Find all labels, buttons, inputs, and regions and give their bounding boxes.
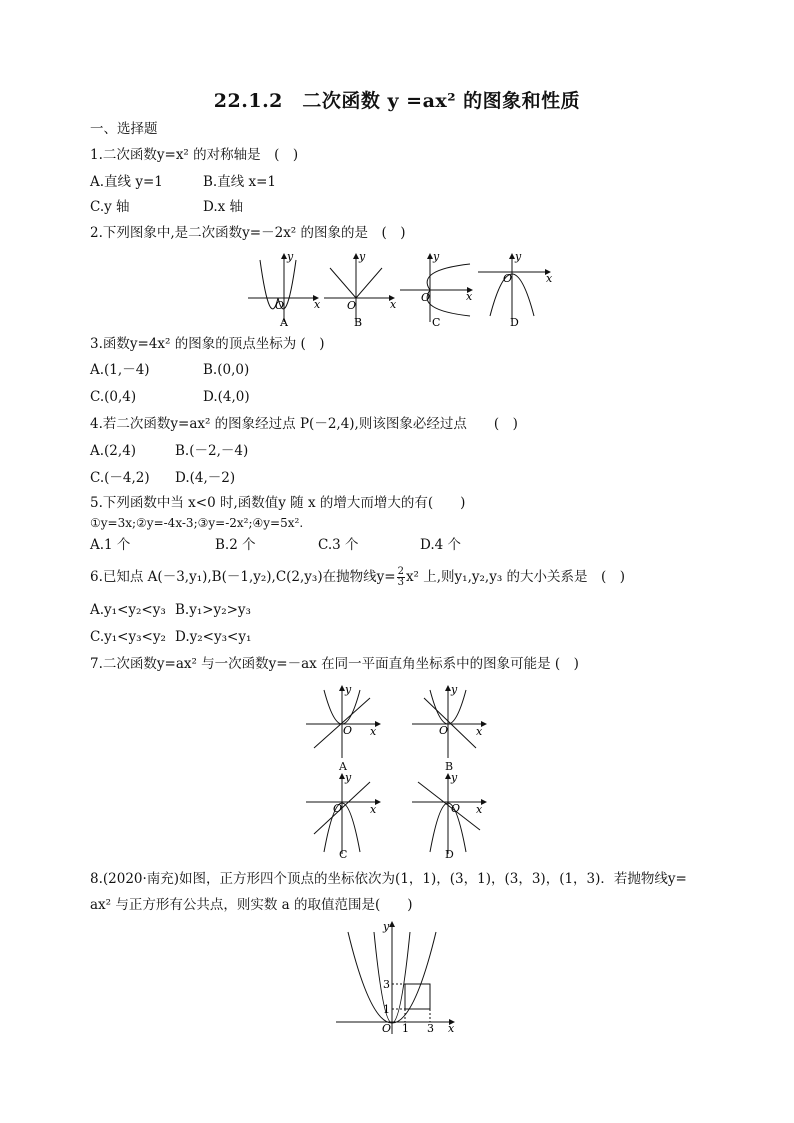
question-4-stem: 4.若二次函数y=ax² 的图象经过点 P(－2,4),则该图象必经过点 ( ) — [90, 416, 518, 432]
q1-option-c: C.y 轴 — [90, 199, 130, 215]
q6-option-b: B.y₁>y₂>y₃ — [175, 602, 251, 618]
q7-caption-d: D — [445, 848, 454, 861]
q3-option-a: A.(1,－4) — [90, 362, 150, 378]
q8-x-label: x — [448, 1022, 455, 1035]
q7-caption-b: B — [445, 760, 454, 773]
q7-caption-a: A — [339, 760, 347, 773]
question-8-line-2: ax² 与正方形有公共点，则实数 a 的取值范围是( ) — [90, 897, 413, 913]
question-3-stem: 3.函数y=4x² 的图象的顶点坐标为 ( ) — [90, 336, 325, 352]
q2-caption-a: A — [280, 316, 288, 329]
q8-origin: O — [382, 1022, 392, 1035]
q4-option-d: D.(4,－2) — [175, 470, 236, 486]
q2-b-y-label: y — [359, 250, 366, 263]
q6-fraction — [397, 567, 405, 588]
q8-y-tick-1: 1 — [383, 1003, 390, 1016]
question-5-stem: 5.下列函数中当 x<0 时,函数值y 随 x 的增大而增大的有( ) — [90, 495, 466, 511]
q5-option-a: A.1 个 — [90, 537, 131, 553]
q7-figure-labels — [300, 684, 500, 860]
q2-c-y-label: y — [433, 250, 440, 263]
q2-c-x-label: x — [466, 290, 473, 303]
q6-stem-end: x² 上,则y₁,y₂,y₃ 的大小关系是 ( ) — [405, 569, 626, 585]
q6-stem-start: 6.已知点 A(－3,y₁),B(－1,y₂),C(2,y₃)在抛物线y= — [90, 569, 396, 585]
q6-option-a: A.y₁<y₂<y₃ — [90, 602, 166, 618]
question-1-stem: 1.二次函数y=x² 的对称轴是 ( ) — [90, 147, 299, 163]
q3-option-b: B.(0,0) — [203, 362, 250, 378]
page-title: 22.1.2 二次函数 y =ax² 的图象和性质 — [213, 90, 581, 112]
q2-caption-d: D — [510, 316, 519, 329]
question-2-stem: 2.下列图象中,是二次函数y=－2x² 的图象的是 ( ) — [90, 225, 406, 241]
q7-d-y-label: y — [451, 771, 458, 784]
section-heading: 一、选择题 — [90, 121, 158, 137]
q7-d-x-label: x — [476, 803, 483, 816]
q5-option-b: B.2 个 — [215, 537, 256, 553]
q6-option-c: C.y₁<y₃<y₂ — [90, 629, 166, 645]
q4-option-a: A.(2,4) — [90, 443, 137, 459]
q2-figure-labels — [240, 250, 560, 330]
q7-d-origin: O — [451, 802, 461, 815]
q2-d-origin: O — [503, 272, 513, 285]
q5-option-c: C.3 个 — [318, 537, 359, 553]
q2-d-x-label: x — [546, 272, 553, 285]
q2-a-y-label: y — [287, 250, 294, 263]
q2-caption-b: B — [354, 316, 363, 329]
q3-option-d: D.(4,0) — [203, 389, 250, 405]
q8-y-label: y — [383, 920, 390, 933]
q7-caption-c: C — [339, 848, 348, 861]
q2-a-origin: O — [275, 299, 285, 312]
question-7-stem: 7.二次函数y=ax² 与一次函数y=－ax 在同一平面直角坐标系中的图象可能是 ( ) — [90, 656, 579, 672]
q2-caption-c: C — [432, 316, 441, 329]
q8-x-tick-1: 1 — [402, 1022, 409, 1035]
q3-option-c: C.(0,4) — [90, 389, 137, 405]
q7-b-origin: O — [439, 724, 449, 737]
q5-function-list: ①y=3x;②y=-4x-3;③y=-2x²;④y=5x². — [90, 516, 304, 530]
question-8-line-1: 8.(2020·南充)如图，正方形四个顶点的坐标依次为(1，1)，(3，1)，(3，3)，(1，3)．若抛物线y= — [90, 871, 687, 887]
q1-option-b: B.直线 x=1 — [203, 174, 277, 190]
q6-option-d: D.y₂<y₃<y₁ — [175, 629, 252, 645]
q7-c-x-label: x — [370, 803, 377, 816]
q6-fraction-numerator: 2 — [397, 566, 404, 577]
q5-option-d: D.4 个 — [420, 537, 462, 553]
q7-b-y-label: y — [451, 683, 458, 696]
q4-option-c: C.(－4,2) — [90, 470, 150, 486]
q2-b-origin: O — [347, 299, 357, 312]
q2-c-origin: O — [421, 291, 431, 304]
question-6-stem — [90, 567, 625, 588]
q6-fraction-denominator: 3 — [397, 577, 404, 588]
q2-b-x-label: x — [390, 298, 397, 311]
q8-figure-labels — [330, 918, 460, 1036]
q7-a-x-label: x — [370, 725, 377, 738]
q7-a-origin: O — [343, 724, 353, 737]
q8-y-tick-3: 3 — [383, 978, 390, 991]
q1-option-d: D.x 轴 — [203, 199, 244, 215]
q2-d-y-label: y — [515, 250, 522, 263]
q7-b-x-label: x — [476, 725, 483, 738]
q1-option-a: A.直线 y=1 — [90, 174, 163, 190]
q7-c-origin: O — [333, 802, 343, 815]
q4-option-b: B.(－2,－4) — [175, 443, 249, 459]
q8-x-tick-3: 3 — [427, 1022, 434, 1035]
q7-a-y-label: y — [345, 683, 352, 696]
q7-c-y-label: y — [345, 771, 352, 784]
q2-a-x-label: x — [314, 298, 321, 311]
